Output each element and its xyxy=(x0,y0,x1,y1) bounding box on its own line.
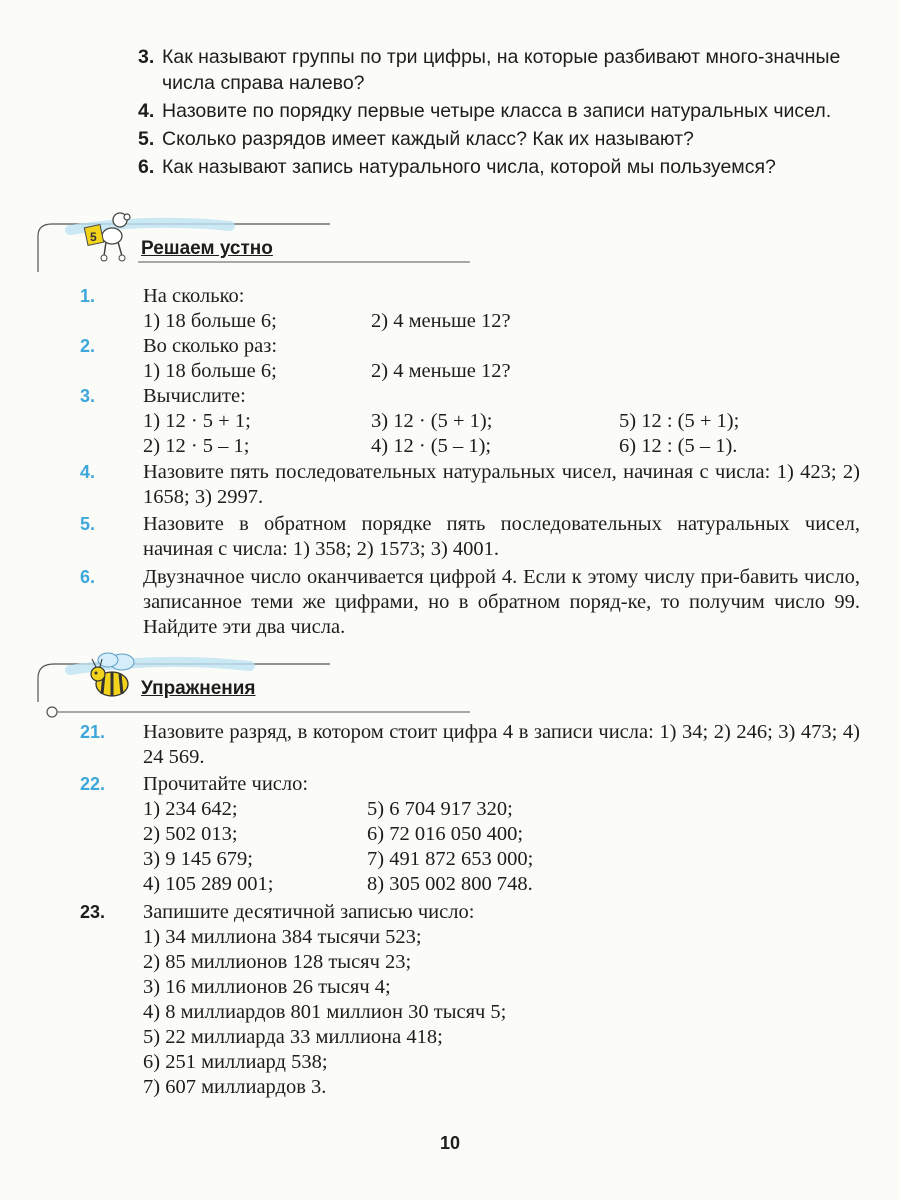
exercise-item: 5) 22 миллиарда 33 миллиона 418; xyxy=(143,1026,443,1048)
exercise-item: 5) 6 704 917 320; xyxy=(367,798,513,820)
exercise-21 xyxy=(80,720,860,770)
oral-exercise-2 xyxy=(80,334,860,384)
exercise-item: 2) 85 миллионов 128 тысяч 23; xyxy=(143,951,412,973)
question-item xyxy=(138,98,860,124)
exercise-item: 4) 105 289 001; xyxy=(143,873,274,895)
exercise-item: 2) 502 013; xyxy=(143,823,238,845)
exercise-item: 2) 12 · 5 – 1; xyxy=(143,435,250,457)
exercise-item: 4) 12 · (5 – 1); xyxy=(371,435,492,457)
exercise-item: 7) 491 872 653 000; xyxy=(367,848,534,870)
exercise-number: 22. xyxy=(80,774,106,794)
exercise-item: 3) 12 · (5 + 1); xyxy=(371,410,493,432)
exercise-number: 23. xyxy=(80,902,106,922)
oral-exercise-4 xyxy=(80,460,860,510)
exercise-item: 1) 18 больше 6; xyxy=(143,310,277,332)
oral-exercise-3 xyxy=(80,384,860,459)
exercise-item: 3) 16 миллионов 26 тысяч 4; xyxy=(143,976,391,998)
exercise-prompt: Запишите десятичной записью число: xyxy=(143,901,475,923)
question-text: Как называют группы по три цифры, на которые разбивают много-значные числа справа налево? xyxy=(162,46,841,94)
exercise-item: 4) 8 миллиардов 801 миллион 30 тысяч 5; xyxy=(143,1001,507,1023)
exercise-item: 3) 9 145 679; xyxy=(143,848,253,870)
exercise-item: 8) 305 002 800 748. xyxy=(367,873,533,895)
exercise-item: 6) 12 : (5 – 1). xyxy=(619,435,738,457)
exercise-text: Назовите пять последовательных натуральных чисел, начиная с числа: 1) 423; 2) 1658; 3) 2997. xyxy=(143,461,860,508)
section-header-exercises xyxy=(30,646,490,706)
exercise-23 xyxy=(80,900,860,1100)
exercise-item: 1) 12 · 5 + 1; xyxy=(143,410,251,432)
exercise-number: 4. xyxy=(80,462,96,482)
exercise-item: 7) 607 миллиардов 3. xyxy=(143,1076,327,1098)
exercise-item: 5) 12 : (5 + 1); xyxy=(619,410,740,432)
exercise-number: 1. xyxy=(80,286,96,306)
exercise-prompt: Прочитайте число: xyxy=(143,773,309,795)
bee-mascot-icon xyxy=(82,646,142,706)
exercise-number: 5. xyxy=(80,514,96,534)
section-title: Упражнения xyxy=(141,678,256,699)
exercise-22 xyxy=(80,772,860,897)
exercise-item: 6) 72 016 050 400; xyxy=(367,823,524,845)
exercise-item: 1) 234 642; xyxy=(143,798,238,820)
badge-number: 5 xyxy=(90,230,97,244)
question-number: 3. xyxy=(138,46,155,68)
question-item xyxy=(138,126,860,152)
review-questions xyxy=(138,44,860,182)
exercise-prompt: Вычислите: xyxy=(143,385,246,407)
question-number: 5. xyxy=(138,128,155,150)
exercise-prompt: На сколько: xyxy=(143,285,245,307)
question-item xyxy=(138,154,860,180)
oral-exercise-5 xyxy=(80,512,860,562)
page-number: 10 xyxy=(439,1133,461,1153)
question-text: Как называют запись натурального числа, которой мы пользуемся? xyxy=(162,156,776,178)
question-number: 4. xyxy=(138,100,155,122)
exercise-item: 1) 18 больше 6; xyxy=(143,360,277,382)
section-title: Решаем устно xyxy=(141,238,273,259)
exercise-text: Назовите разряд, в котором стоит цифра 4 в записи числа: 1) 34; 2) 246; 3) 473; 4) 24 569. xyxy=(143,721,860,768)
section-header-oral xyxy=(30,208,490,268)
exercise-item: 1) 34 миллиона 384 тысячи 523; xyxy=(143,926,422,948)
question-text: Сколько разрядов имеет каждый класс? Как их называют? xyxy=(162,128,694,150)
exercise-item: 2) 4 меньше 12? xyxy=(371,310,511,332)
exercise-prompt: Во сколько раз: xyxy=(143,335,278,357)
exercise-number: 2. xyxy=(80,336,96,356)
question-item xyxy=(138,44,860,96)
exercise-number: 21. xyxy=(80,722,106,742)
exercise-text: Назовите в обратном порядке пять последовательных натуральных чисел, начиная с числа: 1) 358; 2) 1573; 3) 4001. xyxy=(143,513,860,560)
oral-exercise-6 xyxy=(80,565,860,640)
exercise-text: Двузначное число оканчивается цифрой 4. Если к этому числу при-бавить число, записанное теми же цифрами, но в обратном поряд-ке, то получим число 99. Найдите эти два числа. xyxy=(143,566,860,638)
exercise-number: 6. xyxy=(80,567,96,587)
exercise-item: 6) 251 миллиард 538; xyxy=(143,1051,328,1073)
poodle-mascot-icon xyxy=(82,208,138,264)
exercise-item: 2) 4 меньше 12? xyxy=(371,360,511,382)
exercise-number: 3. xyxy=(80,386,96,406)
question-text: Назовите по порядку первые четыре класса в записи натуральных чисел. xyxy=(162,100,832,122)
oral-exercise-1 xyxy=(80,284,860,334)
question-number: 6. xyxy=(138,156,155,178)
